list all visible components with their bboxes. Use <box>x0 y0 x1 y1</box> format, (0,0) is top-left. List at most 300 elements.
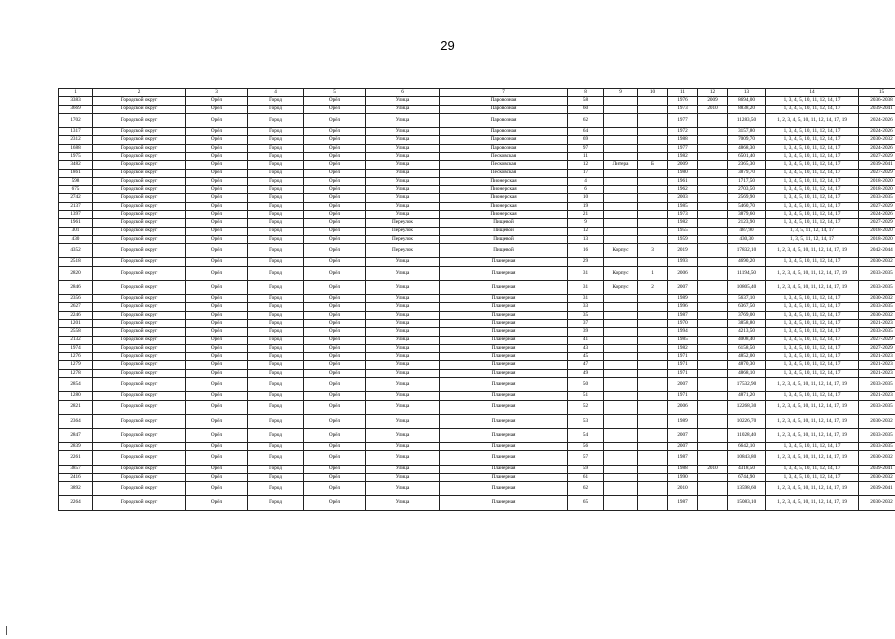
table-cell: 2033-2035 <box>859 194 895 202</box>
table-cell: Орёл <box>304 303 366 311</box>
table-cell: 2033-2035 <box>859 400 895 414</box>
table-cell: Орёл <box>186 202 248 210</box>
table-row <box>59 161 895 169</box>
table-cell: Улица <box>366 194 440 202</box>
table-cell: 5637,10 <box>728 295 766 303</box>
table-cell: Город <box>248 128 304 136</box>
table-cell: 2018-2020 <box>859 177 895 185</box>
table-cell: Город <box>248 473 304 481</box>
table-cell: Улица <box>366 113 440 127</box>
table-row <box>59 353 895 361</box>
table-cell: 2033-2035 <box>859 303 895 311</box>
table-row <box>59 378 895 392</box>
table-cell: 1, 2, 3, 4, 5, 10, 11, 12, 14, 17, 19 <box>766 113 859 127</box>
table-cell: Городской округ <box>93 202 186 210</box>
table-cell: Орёл <box>304 258 366 266</box>
table-cell: Орёл <box>186 219 248 227</box>
table-cell: Орёл <box>186 378 248 392</box>
table-cell <box>604 128 638 136</box>
table-cell: 97 <box>568 144 604 152</box>
table-cell: 4868,10 <box>728 369 766 377</box>
table-row <box>59 211 895 219</box>
table-cell: Городской округ <box>93 144 186 152</box>
table-cell: Планерная <box>440 266 568 280</box>
table-cell: Паровозная <box>440 136 568 144</box>
table-cell: 2039-2041 <box>859 161 895 169</box>
table-cell: Город <box>248 136 304 144</box>
table-cell <box>698 219 728 227</box>
table-cell <box>698 280 728 294</box>
table-cell: 1397 <box>59 211 93 219</box>
table-cell: Городской округ <box>93 465 186 473</box>
table-cell: Городской округ <box>93 473 186 481</box>
table-cell: Орёл <box>186 169 248 177</box>
table-cell: Город <box>248 465 304 473</box>
margin-mark <box>6 626 7 635</box>
table-cell: Улица <box>366 353 440 361</box>
table-cell <box>638 105 668 113</box>
table-cell: 1, 3, 4, 5, 10, 11, 12, 14, 17 <box>766 369 859 377</box>
table-cell <box>698 428 728 442</box>
table-cell <box>604 465 638 473</box>
table-cell: 6501,40 <box>728 152 766 160</box>
table-cell <box>698 473 728 481</box>
table-cell: Город <box>248 144 304 152</box>
table-cell: Городской округ <box>93 496 186 510</box>
table-cell <box>604 428 638 442</box>
table-cell <box>698 400 728 414</box>
table-cell: 56 <box>568 443 604 451</box>
table-cell: 2010 <box>698 105 728 113</box>
table-cell: 10226,70 <box>728 414 766 428</box>
table-cell: Планерная <box>440 319 568 327</box>
table-cell: 1989 <box>668 414 698 428</box>
table-cell: 1201 <box>59 319 93 327</box>
table-cell <box>604 319 638 327</box>
table-cell: 4690,20 <box>728 258 766 266</box>
table-cell <box>638 97 668 105</box>
table-cell: Городской округ <box>93 219 186 227</box>
table-row <box>59 266 895 280</box>
table-cell <box>698 496 728 510</box>
table-cell: Корпус <box>604 244 638 258</box>
table-cell: Песковская <box>440 161 568 169</box>
table-cell: 4008,40 <box>728 336 766 344</box>
table-cell: Орёл <box>304 414 366 428</box>
table-cell: 2007 <box>668 443 698 451</box>
table-cell: 1276 <box>59 353 93 361</box>
table-cell: 1, 2, 3, 4, 5, 10, 11, 12, 14, 17, 19 <box>766 266 859 280</box>
table-cell <box>698 144 728 152</box>
table-cell: Орёл <box>304 202 366 210</box>
table-cell: 2030-2032 <box>859 311 895 319</box>
table-cell <box>638 258 668 266</box>
table-cell: Улица <box>366 136 440 144</box>
table-cell: 2010 <box>698 465 728 473</box>
table-cell: Орёл <box>304 428 366 442</box>
table-cell: Городской округ <box>93 428 186 442</box>
table-cell: 51 <box>568 392 604 400</box>
table-cell: 1971 <box>668 361 698 369</box>
table-cell: 4868,30 <box>728 144 766 152</box>
table-cell: Орёл <box>304 482 366 496</box>
table-cell: 57 <box>568 451 604 465</box>
table-cell: 1, 3, 4, 5, 10, 11, 12, 14, 17 <box>766 219 859 227</box>
table-cell: Город <box>248 303 304 311</box>
table-cell: Паровозная <box>440 128 568 136</box>
table-cell: 65 <box>568 496 604 510</box>
table-cell: Орёл <box>186 97 248 105</box>
table-cell: Орёл <box>304 280 366 294</box>
table-cell <box>604 113 638 127</box>
table-cell: Орёл <box>186 128 248 136</box>
table-cell: 2033-2035 <box>859 428 895 442</box>
table-cell: 2030-2032 <box>859 136 895 144</box>
table-cell: Улица <box>366 482 440 496</box>
table-cell: 8694,00 <box>728 97 766 105</box>
table-cell <box>638 202 668 210</box>
table-cell <box>604 235 638 243</box>
table-cell: 1, 3, 4, 5, 10, 11, 12, 14, 17 <box>766 152 859 160</box>
table-cell <box>698 177 728 185</box>
table-cell: Городской округ <box>93 369 186 377</box>
table-cell: Орёл <box>304 473 366 481</box>
table-cell: Орёл <box>304 177 366 185</box>
table-cell: 2246 <box>59 311 93 319</box>
table-cell: Улица <box>366 280 440 294</box>
table-cell: Улица <box>366 211 440 219</box>
table-row <box>59 244 895 258</box>
table-cell: 8838,20 <box>728 105 766 113</box>
table-cell <box>604 169 638 177</box>
table-row <box>59 113 895 127</box>
table-cell: 2021-2023 <box>859 319 895 327</box>
table-cell: 2030-2032 <box>859 451 895 465</box>
table-cell: 6 <box>568 186 604 194</box>
table-cell: 2021-2023 <box>859 353 895 361</box>
table-row <box>59 369 895 377</box>
table-cell: Город <box>248 169 304 177</box>
table-cell <box>604 482 638 496</box>
table-cell: Переулок <box>366 244 440 258</box>
table-cell: Город <box>248 211 304 219</box>
table-cell: 1982 <box>668 219 698 227</box>
table-cell: Орёл <box>186 361 248 369</box>
table-cell: Орёл <box>304 235 366 243</box>
table-cell: Орёл <box>186 311 248 319</box>
table-cell: 2558 <box>59 328 93 336</box>
table-cell: Пищевой <box>440 219 568 227</box>
table-cell: Паровозная <box>440 97 568 105</box>
table-cell: 1955 <box>668 227 698 235</box>
table-cell: 1976 <box>668 97 698 105</box>
table-cell: Город <box>248 152 304 160</box>
table-cell: 1, 3, 4, 5, 10, 11, 12, 14, 17 <box>766 194 859 202</box>
table-cell: Улица <box>366 465 440 473</box>
table-cell: 12 <box>568 227 604 235</box>
column-header: 15 <box>859 89 895 97</box>
table-cell: Орёл <box>186 473 248 481</box>
table-cell: 2036-2038 <box>859 97 895 105</box>
table-cell: 1317 <box>59 128 93 136</box>
table-cell: Город <box>248 105 304 113</box>
table-row <box>59 202 895 210</box>
table-cell: Городской округ <box>93 113 186 127</box>
table-cell <box>604 211 638 219</box>
table-cell <box>638 144 668 152</box>
table-cell: 3879,70 <box>728 169 766 177</box>
table-cell: Орёл <box>186 392 248 400</box>
table-cell <box>638 227 668 235</box>
column-header: 4 <box>248 89 304 97</box>
table-cell: 1, 3, 5, 11, 12, 14, 17 <box>766 227 859 235</box>
table-cell: 1993 <box>668 258 698 266</box>
table-cell: 2018-2020 <box>859 235 895 243</box>
table-cell <box>638 177 668 185</box>
table-cell: Город <box>248 392 304 400</box>
table-cell: Орёл <box>304 344 366 352</box>
table-cell: Орёл <box>304 152 366 160</box>
table-cell: 1987 <box>668 451 698 465</box>
table-cell: Город <box>248 482 304 496</box>
table-cell: 1, 2, 3, 4, 5, 10, 11, 12, 14, 17, 19 <box>766 280 859 294</box>
table-cell: 16 <box>568 244 604 258</box>
table-cell: Орёл <box>186 319 248 327</box>
table-cell: 2039-2041 <box>859 465 895 473</box>
table-cell: 2356 <box>59 295 93 303</box>
table-cell: 1, 3, 4, 5, 10, 11, 12, 14, 17 <box>766 336 859 344</box>
table-cell: 2 <box>638 280 668 294</box>
table-row <box>59 136 895 144</box>
table-row <box>59 400 895 414</box>
table-row <box>59 235 895 243</box>
table-cell: Пионерская <box>440 186 568 194</box>
table-cell: Город <box>248 227 304 235</box>
table-cell: 2264 <box>59 496 93 510</box>
table-cell: 1688 <box>59 144 93 152</box>
table-cell <box>698 353 728 361</box>
table-cell: 1, 3, 4, 5, 10, 11, 12, 14, 17 <box>766 97 859 105</box>
table-cell <box>604 496 638 510</box>
table-cell: 1989 <box>668 295 698 303</box>
table-cell: 39 <box>568 328 604 336</box>
table-cell: Паровозная <box>440 144 568 152</box>
table-cell: Городской округ <box>93 128 186 136</box>
table-cell: 3769,00 <box>728 311 766 319</box>
table-cell: 1, 3, 4, 5, 10, 11, 12, 14, 17 <box>766 303 859 311</box>
table-cell: 2039-2041 <box>859 105 895 113</box>
table-cell: Орёл <box>304 105 366 113</box>
table-cell: 1, 3, 4, 5, 10, 11, 12, 14, 17 <box>766 105 859 113</box>
table-cell: Орёл <box>304 451 366 465</box>
table-cell: 1, 3, 4, 5, 10, 11, 12, 14, 17 <box>766 353 859 361</box>
table-cell: 4870,30 <box>728 361 766 369</box>
table-cell: Орёл <box>186 244 248 258</box>
table-cell <box>698 378 728 392</box>
table-cell: 3669 <box>59 105 93 113</box>
table-cell <box>698 344 728 352</box>
table-cell <box>698 319 728 327</box>
table-cell: 487,90 <box>728 227 766 235</box>
table-cell: Орёл <box>186 303 248 311</box>
table-cell: 1, 3, 4, 5, 10, 11, 12, 14, 17 <box>766 392 859 400</box>
table-cell: Город <box>248 414 304 428</box>
table-cell: Пищевой <box>440 235 568 243</box>
column-header: 5 <box>304 89 366 97</box>
table-row <box>59 392 895 400</box>
table-cell: Орёл <box>186 211 248 219</box>
table-row <box>59 186 895 194</box>
table-cell: 1, 3, 4, 5, 10, 11, 12, 14, 17 <box>766 169 859 177</box>
table-cell <box>638 113 668 127</box>
table-cell: 1, 2, 3, 4, 5, 10, 11, 12, 14, 17, 19 <box>766 451 859 465</box>
table-row <box>59 414 895 428</box>
table-cell <box>638 392 668 400</box>
table-cell <box>604 186 638 194</box>
table-cell: 1, 3, 5, 11, 12, 14, 17 <box>766 235 859 243</box>
table-cell <box>604 336 638 344</box>
table-cell: 1971 <box>668 353 698 361</box>
table-cell: 1280 <box>59 392 93 400</box>
table-cell <box>698 211 728 219</box>
table-cell: Улица <box>366 328 440 336</box>
table-cell: Городской округ <box>93 194 186 202</box>
table-cell: Улица <box>366 451 440 465</box>
table-cell: Орёл <box>186 336 248 344</box>
table-row <box>59 128 895 136</box>
column-header: 1 <box>59 89 93 97</box>
table-cell: 1962 <box>668 186 698 194</box>
table-cell: 2039-2041 <box>859 482 895 496</box>
table-cell: 50 <box>568 378 604 392</box>
table-cell <box>698 303 728 311</box>
table-cell <box>638 344 668 352</box>
table-cell: Городской округ <box>93 400 186 414</box>
table-cell: 62 <box>568 113 604 127</box>
table-cell: Планерная <box>440 295 568 303</box>
column-header: 2 <box>93 89 186 97</box>
table-cell: 1, 3, 4, 5, 10, 11, 12, 14, 17 <box>766 443 859 451</box>
table-cell: 41 <box>568 336 604 344</box>
table-row <box>59 169 895 177</box>
table-cell: Планерная <box>440 344 568 352</box>
table-cell: 3383 <box>59 97 93 105</box>
table-cell: Планерная <box>440 336 568 344</box>
table-cell: Переулок <box>366 235 440 243</box>
table-cell <box>638 482 668 496</box>
table-cell: Городской округ <box>93 392 186 400</box>
table-cell: Орёл <box>304 336 366 344</box>
register-table <box>58 88 895 511</box>
table-cell: 2854 <box>59 378 93 392</box>
table-cell: Улица <box>366 128 440 136</box>
table-cell: 12268,30 <box>728 400 766 414</box>
table-cell <box>604 361 638 369</box>
table-cell <box>604 97 638 105</box>
table-cell: Орёл <box>304 194 366 202</box>
table-cell: Орёл <box>304 392 366 400</box>
table-cell: 3482 <box>59 161 93 169</box>
table-cell <box>698 128 728 136</box>
table-cell: 1996 <box>668 303 698 311</box>
table-cell: 1, 3, 4, 5, 10, 11, 12, 14, 17 <box>766 473 859 481</box>
table-cell: 2021-2023 <box>859 369 895 377</box>
table-cell: Орёл <box>186 295 248 303</box>
table-cell: Улица <box>366 202 440 210</box>
table-cell: 2009 <box>668 161 698 169</box>
table-cell: Город <box>248 311 304 319</box>
table-row <box>59 219 895 227</box>
table-cell: Планерная <box>440 482 568 496</box>
table-cell: Орёл <box>304 353 366 361</box>
table-cell: 1, 2, 3, 4, 5, 10, 11, 12, 14, 17, 19 <box>766 378 859 392</box>
column-header: 3 <box>186 89 248 97</box>
table-cell: 1982 <box>668 344 698 352</box>
table-cell: Орёл <box>186 144 248 152</box>
table-cell <box>604 353 638 361</box>
table-cell: 1, 3, 4, 5, 10, 11, 12, 14, 17 <box>766 361 859 369</box>
table-cell: Улица <box>366 319 440 327</box>
table-cell: 1980 <box>668 169 698 177</box>
table-cell <box>638 451 668 465</box>
table-cell: 4852,00 <box>728 353 766 361</box>
table-row <box>59 428 895 442</box>
table-cell: Городской округ <box>93 336 186 344</box>
table-cell: 11028,40 <box>728 428 766 442</box>
table-cell: Орёл <box>186 369 248 377</box>
table-cell: Песковская <box>440 169 568 177</box>
table-cell <box>604 144 638 152</box>
table-cell: 301 <box>59 227 93 235</box>
table-cell: Город <box>248 244 304 258</box>
table-cell: Орёл <box>304 328 366 336</box>
table-cell: Орёл <box>304 295 366 303</box>
table-cell: 1702 <box>59 113 93 127</box>
table-cell <box>698 227 728 235</box>
table-cell: 69 <box>568 136 604 144</box>
table-cell: Орёл <box>304 144 366 152</box>
table-cell <box>604 152 638 160</box>
table-cell: 1717,50 <box>728 177 766 185</box>
table-cell: Планерная <box>440 280 568 294</box>
table-cell <box>604 378 638 392</box>
table-cell: 1987 <box>668 311 698 319</box>
table-cell: 4318,50 <box>728 465 766 473</box>
table-cell: Улица <box>366 392 440 400</box>
table-cell: Орёл <box>186 443 248 451</box>
table-cell: 2006 <box>668 400 698 414</box>
table-cell <box>698 194 728 202</box>
table-cell: 2018-2020 <box>859 227 895 235</box>
table-cell: 60 <box>568 105 604 113</box>
table-cell <box>638 465 668 473</box>
table-cell: 1971 <box>668 392 698 400</box>
table-cell: Корпус <box>604 266 638 280</box>
table-cell: 1, 3, 4, 5, 10, 11, 12, 14, 17 <box>766 311 859 319</box>
table-cell: Город <box>248 361 304 369</box>
table-cell: Орёл <box>304 128 366 136</box>
table-cell: Городской округ <box>93 303 186 311</box>
table-cell <box>698 295 728 303</box>
table-cell: 2364 <box>59 414 93 428</box>
table-cell: 1, 3, 4, 5, 10, 11, 12, 14, 17 <box>766 344 859 352</box>
table-cell: 2846 <box>59 280 93 294</box>
table-cell <box>698 414 728 428</box>
table-cell: Улица <box>366 161 440 169</box>
table-row <box>59 482 895 496</box>
table-cell: Орёл <box>304 244 366 258</box>
table-cell <box>604 473 638 481</box>
